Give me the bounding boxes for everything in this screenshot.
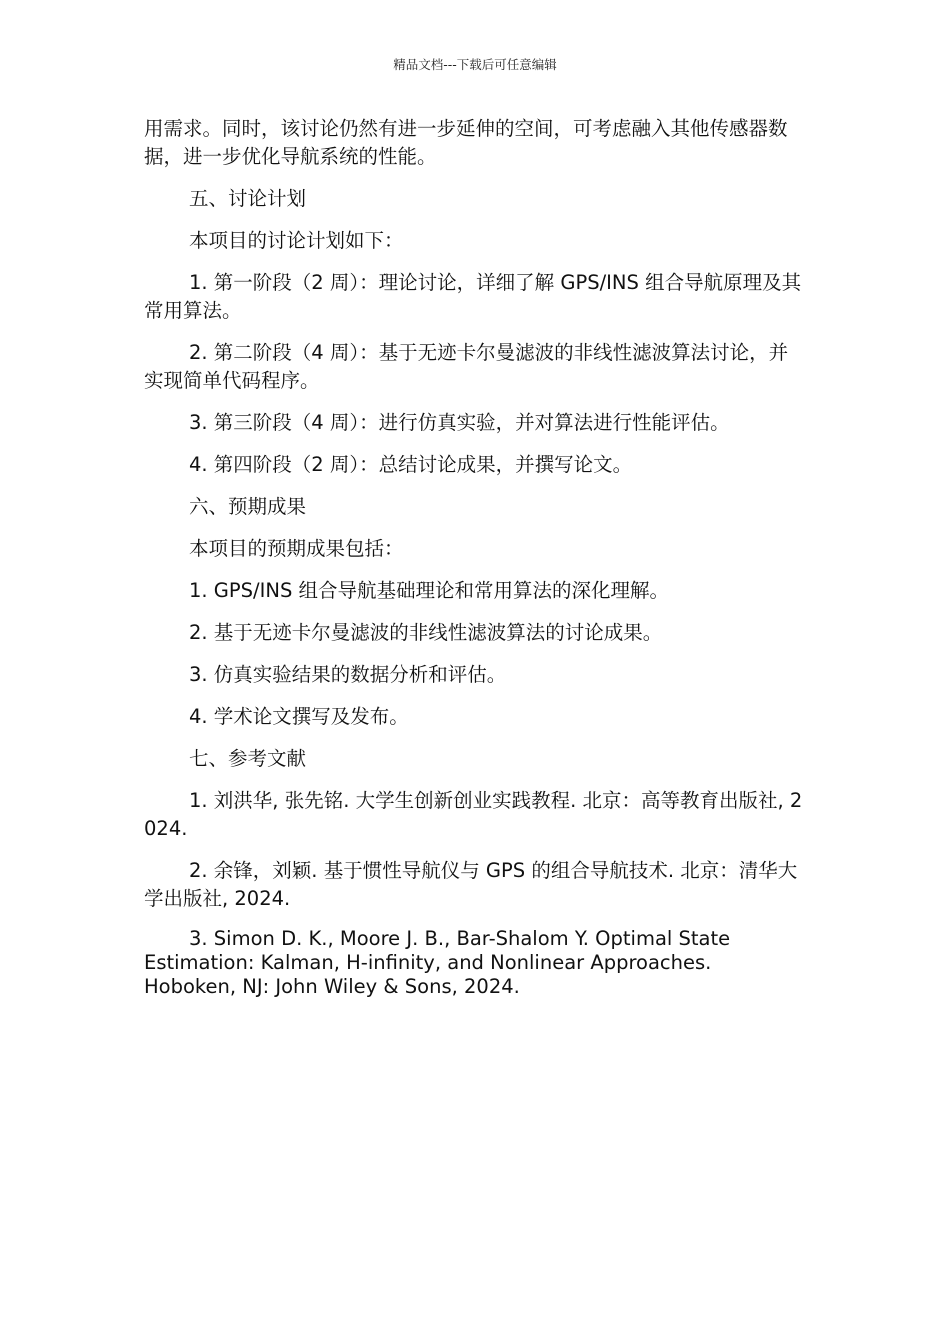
paragraph-continuation: 用需求。同时，该讨论仍然有进一步延伸的空间，可考虑融入其他传感器数据，进一步优化导航系统的性能。	[144, 117, 788, 168]
plan-item-4: 4. 第四阶段（2 周）：总结讨论成果，并撰写论文。	[189, 453, 633, 476]
reference-item-2: 2. 余锋，刘颖. 基于惯性导航仪与 GPS 的组合导航技术. 北京：清华大学出版社, 2024.	[144, 859, 798, 910]
reference-item-3: 3. Simon D. K., Moore J. B., Bar-Shalom Y. Optimal State Estimation: Kalman, H-infinity, and Nonlinear Approaches. Hoboken, NJ: John Wiley & Sons, 2024.	[144, 927, 731, 998]
result-item-3: 3. 仿真实验结果的数据分析和评估。	[189, 663, 507, 686]
section-heading-plan: 五、讨论计划	[189, 187, 307, 210]
plan-item-2: 2. 第二阶段（4 周）：基于无迹卡尔曼滤波的非线性滤波算法讨论，并实现简单代码程序。	[144, 341, 789, 392]
reference-item-1: 1. 刘洪华, 张先铭. 大学生创新创业实践教程. 北京：高等教育出版社, 2024.	[144, 789, 803, 840]
plan-item-3: 3. 第三阶段（4 周）：进行仿真实验，并对算法进行性能评估。	[189, 411, 730, 434]
result-item-4: 4. 学术论文撰写及发布。	[189, 705, 409, 728]
result-item-2: 2. 基于无迹卡尔曼滤波的非线性滤波算法的讨论成果。	[189, 621, 663, 644]
plan-item-1: 1. 第一阶段（2 周）：理论讨论，详细了解 GPS/INS 组合导航原理及其常用算法。	[144, 271, 802, 322]
result-item-1: 1. GPS/INS 组合导航基础理论和常用算法的深化理解。	[189, 579, 670, 602]
section-heading-references: 七、参考文献	[189, 747, 307, 770]
section-heading-results: 六、预期成果	[189, 495, 307, 518]
document-body	[144, 115, 806, 1013]
paragraph-results-intro: 本项目的预期成果包括：	[189, 537, 404, 560]
paragraph-plan-intro: 本项目的讨论计划如下：	[189, 229, 404, 252]
page-header: 精品文档---下载后可任意编辑	[393, 57, 557, 72]
